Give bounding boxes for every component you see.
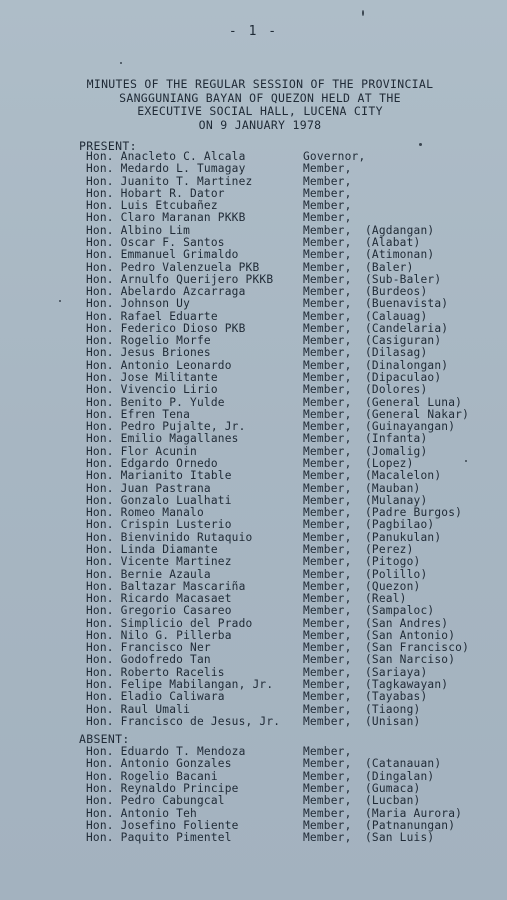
attendee-role: Governor, — [303, 150, 366, 163]
title-line: EXECUTIVE SOCIAL HALL, LUCENA CITY — [137, 104, 383, 118]
attendee-town: (Panukulan) — [365, 530, 442, 544]
attendee-town: (San Francisco) — [365, 641, 470, 655]
attendee-role: Member, — [303, 506, 352, 520]
attendee-town: (Infanta) — [365, 432, 428, 446]
attendee-role: Member, — [303, 702, 352, 716]
attendee-role: Member, — [303, 616, 352, 630]
attendee-town: (Patnanungan) — [365, 819, 456, 833]
attendee-role: Member, — [303, 518, 352, 532]
attendee-role: Member, — [303, 628, 352, 642]
attendee-name: Hon. Pedro Cabungcal — [86, 794, 225, 808]
attendee-role: Member, — [303, 223, 352, 237]
attendee-role: Member, — [303, 285, 352, 299]
attendee-town: (Lucban) — [365, 794, 421, 808]
attendee-town: (Baler) — [365, 260, 414, 274]
attendee-role: Member, — [303, 555, 352, 569]
attendee-town: (Pagbilao) — [365, 518, 435, 532]
attendee-name: Hon. Gregorio Casareo — [86, 604, 232, 618]
attendee-role: Member, — [303, 407, 352, 421]
attendee-town: (Calauag) — [365, 309, 428, 323]
title-line: SANGGUNIANG BAYAN OF QUEZON HELD AT THE — [119, 90, 401, 105]
attendee-name: Hon. Rafael Eduarte — [86, 309, 218, 323]
attendee-town: (San Andres) — [365, 616, 449, 630]
attendee-role: Member, — [303, 297, 352, 311]
attendee-town: (Dingalan) — [365, 769, 435, 783]
attendee-role: Member, — [303, 757, 352, 771]
attendee-town: (Dipaculao) — [365, 371, 442, 385]
title-line: ON 9 JANUARY 1978 — [198, 117, 322, 132]
attendee-name: Hon. Jose Militante — [86, 371, 218, 385]
attendee-name: Hon. Benito P. Yulde — [86, 395, 225, 409]
attendee-name: Hon. Reynaldo Principe — [86, 782, 239, 796]
attendee-town: (Alabat) — [365, 235, 421, 249]
attendee-role: Member, — [303, 714, 352, 728]
attendee-role: Member, — [303, 745, 352, 758]
attendee-town: (Tagkawayan) — [365, 678, 449, 692]
attendee-role: Member, — [303, 794, 352, 808]
attendee-role: Member, — [303, 186, 352, 200]
attendee-role: Member, — [303, 665, 352, 679]
attendee-role: Member, — [303, 174, 352, 188]
attendee-town: (Padre Burgos) — [365, 506, 463, 520]
attendee-role: Member, — [303, 432, 352, 446]
attendee-role: Member, — [303, 199, 352, 213]
attendee-role: Member, — [303, 309, 352, 323]
attendee-name: Hon. Jesus Briones — [86, 346, 211, 360]
attendee-name: Hon. Crispin Lusterio — [86, 518, 232, 532]
attendee-name: Hon. Arnulfo Querijero PKKB — [86, 272, 274, 286]
attendee-role: Member, — [303, 235, 352, 249]
attendee-town: (San Luis) — [365, 831, 435, 845]
attendee-name: Hon. Juanito T. Martinez — [86, 174, 253, 188]
attendee-role: Member, — [303, 690, 352, 704]
absent-label: ABSENT: — [79, 732, 130, 746]
attendee-role: Member, — [303, 395, 352, 409]
attendee-name: Hon. Federico Dioso PKB — [86, 321, 246, 335]
attendee-name: Hon. Juan Pastrana — [86, 481, 211, 495]
attendee-town: (Pitogo) — [365, 555, 421, 569]
attendee-town: (Mauban) — [365, 481, 421, 495]
attendee-town: (Unisan) — [365, 714, 421, 728]
attendee-name: Hon. Rogelio Bacani — [86, 769, 218, 783]
title-line: MINUTES OF THE REGULAR SESSION OF THE PROVINCIAL — [86, 77, 434, 91]
attendee-role: Member, — [303, 831, 352, 845]
attendee-name: Hon. Vicente Martinez — [86, 555, 232, 569]
attendee-role: Member, — [303, 248, 352, 262]
scan-speck — [120, 62, 122, 64]
attendee-town: (General Luna) — [365, 395, 463, 409]
attendee-town: (Lopez) — [365, 457, 414, 470]
scan-speck — [362, 10, 364, 16]
attendee-name: Hon. Albino Lim — [86, 223, 191, 237]
attendee-name: Hon. Vivencio Lirio — [86, 383, 218, 397]
attendee-name: Hon. Abelardo Azcarraga — [86, 285, 246, 299]
attendee-name: Hon. Francisco Ner — [86, 641, 211, 655]
attendee-role: Member, — [303, 334, 352, 348]
attendee-role: Member, — [303, 211, 352, 225]
attendee-role: Member, — [303, 542, 352, 556]
minutes-title — [60, 78, 460, 132]
attendee-name: Hon. Pedro Pujalte, Jr. — [86, 420, 246, 434]
scan-speck — [59, 300, 61, 302]
attendee-town: (Mulanay) — [365, 493, 428, 507]
attendee-role: Member, — [303, 530, 352, 544]
attendee-name: Hon. Emmanuel Grimaldo — [86, 248, 239, 262]
attendee-role: Member, — [303, 769, 352, 783]
attendee-town: (San Narciso) — [365, 653, 456, 667]
attendee-town: (Burdeos) — [365, 285, 428, 299]
attendee-name: Hon. Josefino Foliente — [86, 819, 239, 833]
attendee-town: (Guinayangan) — [365, 420, 456, 434]
attendee-name: Hon. Antonio Leonardo — [86, 358, 232, 372]
attendee-town: (Buenavista) — [365, 297, 449, 311]
attendee-name: Hon. Eladio Caliwara — [86, 690, 225, 704]
scan-speck — [465, 460, 467, 462]
attendee-name: Hon. Ricardo Macasaet — [86, 592, 232, 606]
attendee-town: (Tayabas) — [365, 690, 428, 704]
attendee-name: Hon. Flor Acunin — [86, 444, 197, 458]
attendee-role: Member, — [303, 481, 352, 495]
attendee-name: Hon. Luis Etcubañez — [86, 199, 218, 213]
attendee-role: Member, — [303, 358, 352, 372]
attendee-name: Hon. Oscar F. Santos — [86, 235, 225, 249]
attendee-town: (Atimonan) — [365, 248, 435, 262]
attendee-name: Hon. Roberto Racelis — [86, 665, 225, 679]
attendee-name: Hon. Antonio Teh — [86, 806, 197, 820]
attendee-role: Member, — [303, 493, 352, 507]
attendee-role: Member, — [303, 420, 352, 434]
attendee-role: Member, — [303, 162, 352, 176]
attendee-role: Member, — [303, 782, 352, 796]
attendee-town: (Casiguran) — [365, 334, 442, 348]
attendee-town: (Macalelon) — [365, 469, 442, 483]
attendee-role: Member, — [303, 469, 352, 483]
attendee-name: Hon. Pedro Valenzuela PKB — [86, 260, 260, 274]
attendee-town: (Sariaya) — [365, 665, 428, 679]
scan-speck — [419, 143, 422, 146]
present-label: PRESENT: — [79, 139, 137, 153]
attendee-name: Hon. Romeo Manalo — [86, 506, 204, 520]
attendee-town: (Sampaloc) — [365, 604, 435, 618]
attendee-name: Hon. Claro Maranan PKKB — [86, 211, 246, 225]
attendee-town: (General Nakar) — [365, 407, 470, 421]
attendee-name: Hon. Linda Diamante — [86, 542, 218, 556]
attendee-name: Hon. Edgardo Ornedo — [86, 457, 218, 470]
attendee-role: Member, — [303, 678, 352, 692]
attendee-name: Hon. Raul Umali — [86, 702, 191, 716]
attendee-role: Member, — [303, 806, 352, 820]
attendee-name: Hon. Marianito Itable — [86, 469, 232, 483]
attendee-name: Hon. Simplicio del Prado — [86, 616, 253, 630]
attendee-name: Hon. Paquito Pimentel — [86, 831, 232, 845]
attendee-town: (Quezon) — [365, 579, 421, 593]
attendee-name: Hon. Nilo G. Pillerba — [86, 628, 232, 642]
attendee-name: Hon. Medardo L. Tumagay — [86, 162, 246, 176]
attendee-town: (Gumaca) — [365, 782, 421, 796]
attendee-name: Hon. Felipe Mabilangan, Jr. — [86, 678, 274, 692]
attendee-role: Member, — [303, 604, 352, 618]
attendee-role: Member, — [303, 653, 352, 667]
attendee-town: (Real) — [365, 592, 407, 606]
attendee-role: Member, — [303, 444, 352, 458]
attendee-name: Hon. Hobart R. Dator — [86, 186, 225, 200]
attendee-name: Hon. Bernie Azaula — [86, 567, 211, 581]
attendee-name: Hon. Johnson Uy — [86, 297, 191, 311]
attendee-name: Hon. Gonzalo Lualhati — [86, 493, 232, 507]
attendee-town: (Dilasag) — [365, 346, 428, 360]
attendee-town: (Perez) — [365, 542, 414, 556]
attendee-role: Member, — [303, 321, 352, 335]
attendee-role: Member, — [303, 260, 352, 274]
attendee-role: Member, — [303, 346, 352, 360]
attendee-name: Hon. Baltazar Mascariña — [86, 579, 246, 593]
attendee-town: (Dolores) — [365, 383, 428, 397]
attendee-name: Hon. Emilio Magallanes — [86, 432, 239, 446]
attendee-town: (Polillo) — [365, 567, 428, 581]
attendee-name: Hon. Francisco de Jesus, Jr. — [86, 714, 281, 728]
attendee-name: Hon. Antonio Gonzales — [86, 757, 232, 771]
attendee-town: (Candelaria) — [365, 321, 449, 335]
attendee-town: (Agdangan) — [365, 223, 435, 237]
attendee-town: (Jomalig) — [365, 444, 428, 458]
attendee-town: (Dinalongan) — [365, 358, 449, 372]
page-number: - 1 - — [228, 24, 279, 39]
attendee-role: Member, — [303, 383, 352, 397]
attendee-role: Member, — [303, 567, 352, 581]
attendee-role: Member, — [303, 579, 352, 593]
attendee-name: Hon. Efren Tena — [86, 407, 191, 421]
attendee-town: (Maria Aurora) — [365, 806, 463, 820]
attendee-town: (San Antonio) — [365, 628, 456, 642]
attendee-role: Member, — [303, 272, 352, 286]
attendee-name: Hon. Anacleto C. Alcala — [86, 150, 246, 163]
attendee-name: Hon. Rogelio Morfe — [86, 334, 211, 348]
attendee-role: Member, — [303, 371, 352, 385]
attendee-name: Hon. Bienvinido Rutaquio — [86, 530, 253, 544]
attendee-name: Hon. Eduardo T. Mendoza — [86, 745, 246, 758]
attendee-town: (Sub-Baler) — [365, 272, 442, 286]
attendee-town: (Catanauan) — [365, 757, 442, 771]
attendee-town: (Tiaong) — [365, 702, 421, 716]
attendee-role: Member, — [303, 819, 352, 833]
attendee-role: Member, — [303, 592, 352, 606]
attendee-role: Member, — [303, 641, 352, 655]
attendee-name: Hon. Godofredo Tan — [86, 653, 211, 667]
attendee-role: Member, — [303, 457, 352, 470]
